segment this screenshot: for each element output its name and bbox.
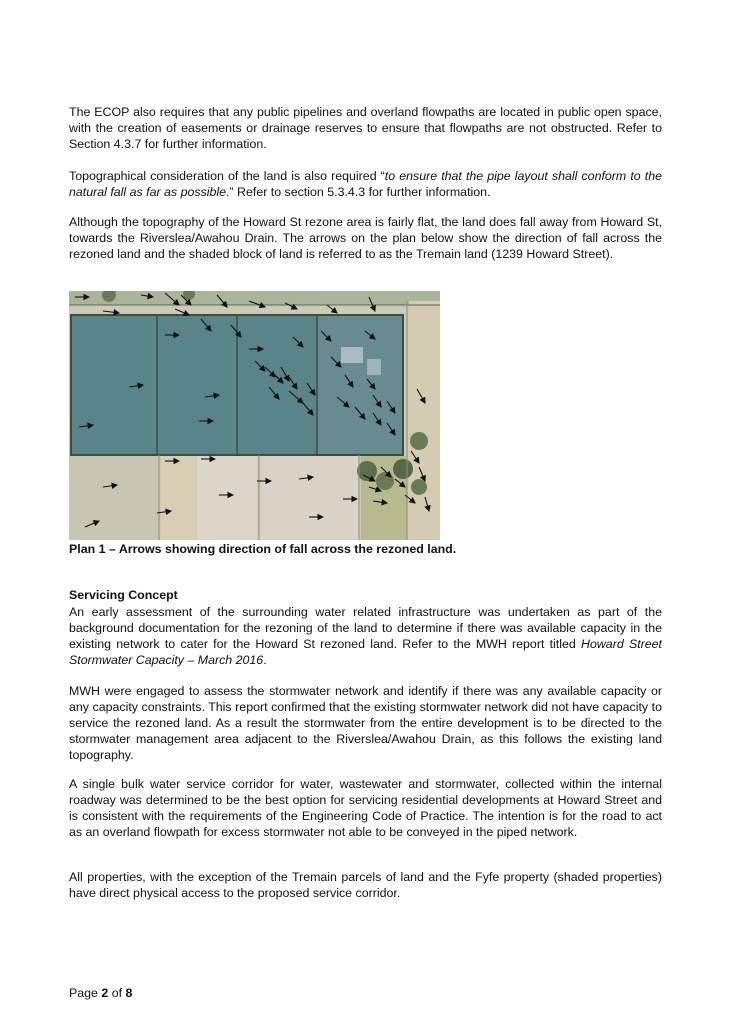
p2-suffix: .” Refer to section 5.3.4.3 for further information. xyxy=(226,185,491,199)
aerial-plan-image xyxy=(69,291,440,540)
footer-prefix: Page xyxy=(69,986,102,1000)
paragraph-mwh-assessment: MWH were engaged to assess the stormwater network and identify if there was any available capacity or any capacity constraints. This report confirmed that the existing stormwater network did not have capacity to service the rezoned land. As a result the stormwater from the entire development is to be directed to the stormwater management area adjacent to the Riverslea/Awahou Drain, as this follows the existing land topography. xyxy=(69,684,662,762)
paragraph-topography-requirement xyxy=(69,168,662,200)
p4-prefix: An early assessment of the surrounding water related infrastructure was undertaken as part of the background documentation for the rezoning of the land to determine if there was available capacity in the existing network to cater for the Howard St rezoned land. Refer to the MWH report titled xyxy=(69,605,662,651)
p4-suffix: . xyxy=(263,653,267,667)
paragraph-howard-st-topography: Although the topography of the Howard St rezone area is fairly flat, the land does fall away from Howard St, towards the Riverslea/Awahou Drain. The arrows on the plan below show the direction of fall across the rezoned land and the shaded block of land is referred to as the Tremain land (1239 Howard Street). xyxy=(69,215,662,261)
total-page-count: 8 xyxy=(125,986,133,1000)
current-page-number: 2 xyxy=(101,986,109,1000)
footer-middle: of xyxy=(108,986,126,1000)
report-title: Howard Street Stormwater Capacity – March 2016 xyxy=(69,637,662,667)
p2-quote: to ensure that the pipe layout shall conform to the natural fall as far as possible xyxy=(69,169,662,199)
p2-prefix: Topographical consideration of the land is also required “ xyxy=(69,169,385,183)
paragraph-ecop: The ECOP also requires that any public pipelines and overland flowpaths are located in public open space, with the creation of easements or drainage reserves to ensure that flowpaths are not obstructed. Refer to Section 4.3.7 for further information. xyxy=(69,105,662,151)
paragraph-property-access: All properties, with the exception of the Tremain parcels of land and the Fyfe property (shaded properties) have direct physical access to the proposed service corridor. xyxy=(69,870,662,900)
page-number-footer xyxy=(69,986,132,1000)
section-heading: Servicing Concept xyxy=(69,588,178,602)
figure-caption: Plan 1 – Arrows showing direction of fall across the rezoned land. xyxy=(69,542,457,556)
paragraph-service-corridor: A single bulk water service corridor for water, wastewater and stormwater, collected within the internal roadway was determined to be the best option for servicing residential developments at Howard Street and is consistent with the requirements of the Engineering Code of Practice. The intention is for the road to act as an overland flowpath for excess stormwater not able to be conveyed in the piped network. xyxy=(69,777,662,839)
paragraph-early-assessment xyxy=(69,604,662,668)
